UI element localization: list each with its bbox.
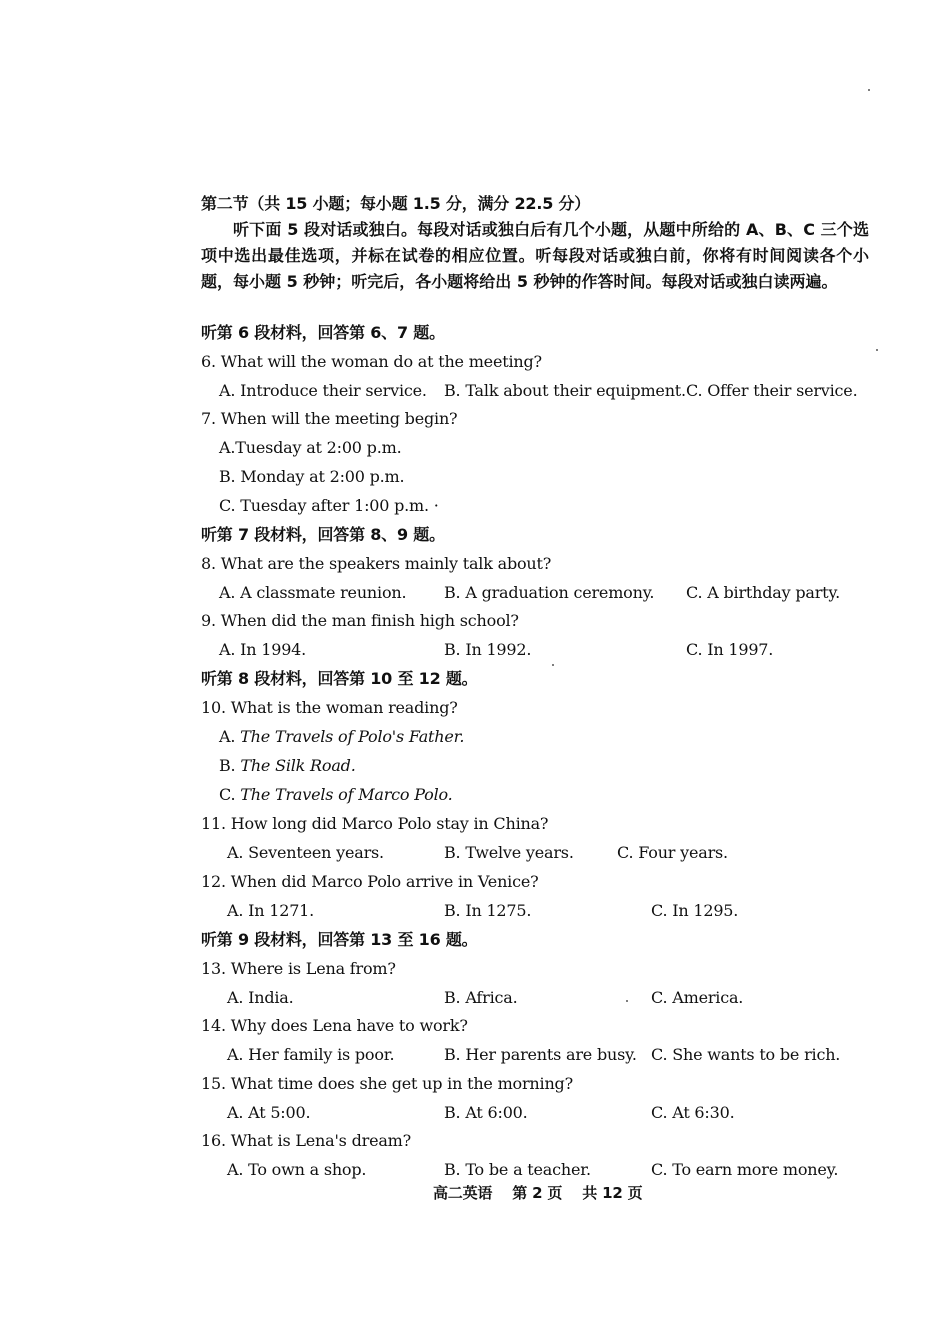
option-c: C. Offer their service. xyxy=(686,381,858,400)
book-title: The Travels of Marco Polo. xyxy=(240,785,453,804)
option-c: C. She wants to be rich. xyxy=(651,1045,841,1064)
question-stem: 13. Where is Lena from? xyxy=(201,959,396,978)
option-a: A. Introduce their service. xyxy=(219,381,427,400)
scan-speck xyxy=(868,89,870,91)
question-stem: 8. What are the speakers mainly talk about? xyxy=(201,554,552,573)
option-a: A. To own a shop. xyxy=(227,1160,367,1179)
option-b: B. Monday at 2:00 p.m. xyxy=(219,467,405,486)
option-b: B. At 6:00. xyxy=(444,1103,528,1122)
option-c: C. To earn more money. xyxy=(651,1160,839,1179)
option-b: B. In 1275. xyxy=(444,901,532,920)
page-footer: 高二英语 第 2 页 共 12 页 xyxy=(433,1184,643,1202)
question-stem: 15. What time does she get up in the morning? xyxy=(201,1074,573,1093)
question-stem: 12. When did Marco Polo arrive in Venice? xyxy=(201,872,539,891)
question-stem: 7. When will the meeting begin? xyxy=(201,409,458,428)
scan-speck xyxy=(552,664,554,666)
question-stem: 9. When did the man finish high school? xyxy=(201,611,519,630)
option-a: A. Her family is poor. xyxy=(227,1045,395,1064)
option-a: A. Seventeen years. xyxy=(227,843,384,862)
section-instructions: 听下面 5 段对话或独白。每段对话或独白后有几个小题，从题中所给的 A、B、C 三个选项中选出最佳选项，并标在试卷的相应位置。听每段对话或独白前，你将有时间阅读各个小题，每小题 5 秒钟；听完后，各小题将给出 5 秒钟的作答时间。每段对话或独白读两遍。 xyxy=(201,220,869,291)
option-a: A. At 5:00. xyxy=(227,1103,311,1122)
option-b: B. Twelve years. xyxy=(444,843,574,862)
option-b: B. The Silk Road. xyxy=(219,756,356,775)
group-label: 听第 7 段材料，回答第 8、9 题。 xyxy=(201,525,445,544)
option-a: A. In 1271. xyxy=(227,901,315,920)
option-c: C. At 6:30. xyxy=(651,1103,735,1122)
option-a: A.Tuesday at 2:00 p.m. xyxy=(219,438,402,457)
option-a: A. The Travels of Polo's Father. xyxy=(219,727,465,746)
option-a: A. In 1994. xyxy=(219,640,307,659)
group-label: 听第 8 段材料，回答第 10 至 12 题。 xyxy=(201,669,478,688)
question-stem: 14. Why does Lena have to work? xyxy=(201,1016,468,1035)
book-title: The Travels of Polo's Father. xyxy=(240,727,465,746)
option-c: C. In 1997. xyxy=(686,640,774,659)
option-b: B. Talk about their equipment. xyxy=(444,381,686,400)
option-c: C. The Travels of Marco Polo. xyxy=(219,785,453,804)
section-heading: 第二节（共 15 小题；每小题 1.5 分，满分 22.5 分） xyxy=(201,194,591,213)
question-stem: 16. What is Lena's dream? xyxy=(201,1131,412,1150)
group-label: 听第 6 段材料，回答第 6、7 题。 xyxy=(201,323,445,342)
option-a: A. India. xyxy=(227,988,294,1007)
option-c: C. A birthday party. xyxy=(686,583,840,602)
question-stem: 11. How long did Marco Polo stay in China? xyxy=(201,814,549,833)
group-label: 听第 9 段材料，回答第 13 至 16 题。 xyxy=(201,930,478,949)
option-c: C. In 1295. xyxy=(651,901,739,920)
option-c: C. Tuesday after 1:00 p.m. · xyxy=(219,496,439,515)
question-stem: 10. What is the woman reading? xyxy=(201,698,458,717)
option-b: B. In 1992. xyxy=(444,640,532,659)
option-b: B. Africa. xyxy=(444,988,518,1007)
book-title: The Silk Road. xyxy=(240,756,356,775)
option-b: B. To be a teacher. xyxy=(444,1160,591,1179)
scan-speck xyxy=(626,1000,628,1002)
option-b: B. Her parents are busy. xyxy=(444,1045,637,1064)
scan-speck xyxy=(876,349,878,351)
option-a: A. A classmate reunion. xyxy=(219,583,407,602)
question-stem: 6. What will the woman do at the meeting? xyxy=(201,352,542,371)
option-c: C. Four years. xyxy=(617,843,728,862)
option-c: C. America. xyxy=(651,988,744,1007)
option-b: B. A graduation ceremony. xyxy=(444,583,655,602)
